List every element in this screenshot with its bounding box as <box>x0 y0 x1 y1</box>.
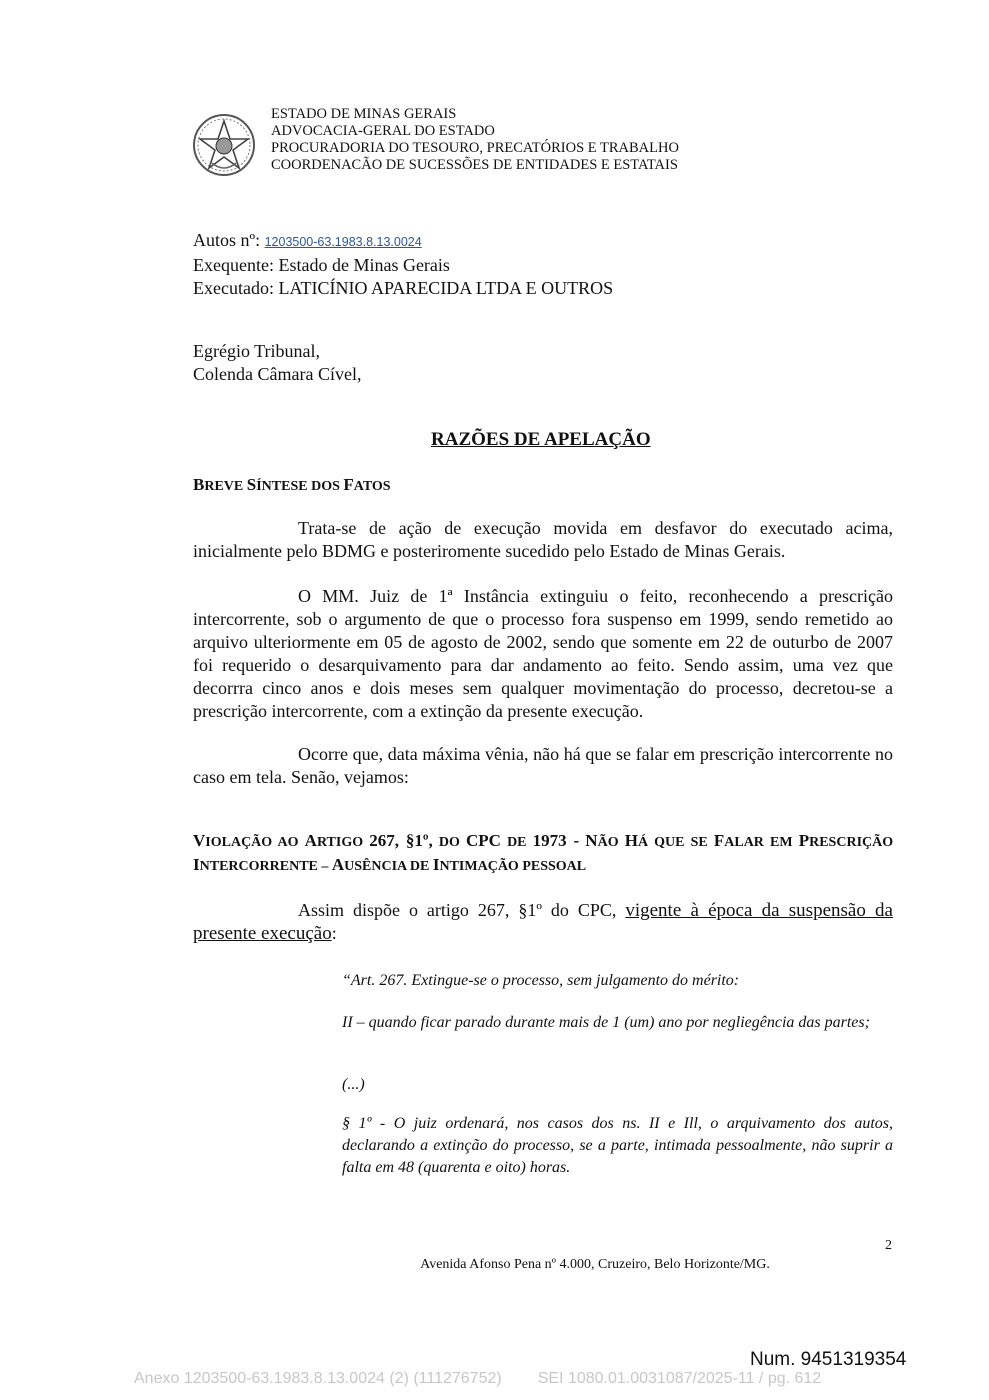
quote-line-2: II – quando ficar parado durante mais de 1 (um) ano por negliegência das partes; <box>342 1014 870 1031</box>
paragraph-2: O MM. Juiz de 1ª Instância extinguiu o feito, reconhecendo a prescrição intercorrente, sob o argumento de que o processo fora suspenso em 1999, sendo remetido ao arquivo ulteriormente em 05 de agosto de 2002, sendo que somente em 22 de outurbo de 2007 foi requerido o desarquivamento para dar andamento ao feito. Sendo assim, uma vez que decorrra cinco anos e dois meses sem qualquer movimentação do processo, decretou-se a prescrição intercorrente, com a extinção da presente execução. <box>193 586 893 721</box>
org-line-coordenacao: COORDENACÃO DE SUCESSÕES DE ENTIDADES E ESTATAIS <box>271 157 678 173</box>
org-line-agency: ADVOCACIA-GERAL DO ESTADO <box>271 123 495 139</box>
quote-line-3: (...) <box>342 1076 365 1093</box>
para4-lead: Assim dispõe o artigo 267, §1º do CPC, <box>298 900 617 920</box>
coat-of-arms-seal-icon <box>192 113 256 177</box>
quote-line-1: “Art. 267. Extingue-se o processo, sem julgamento do mérito: <box>342 972 740 989</box>
case-info <box>193 229 613 300</box>
salutation <box>193 340 361 386</box>
exequente-line: Exequente: Estado de Minas Gerais <box>193 255 450 275</box>
salutation-line-1: Egrégio Tribunal, <box>193 341 321 361</box>
annex-label: Anexo 1203500-63.1983.8.13.0024 (2) (111276752) <box>134 1370 502 1387</box>
annex-footer <box>0 1370 989 1388</box>
organization-header <box>271 106 679 174</box>
salutation-line-2: Colenda Câmara Cível, <box>193 364 362 384</box>
footer-address: Avenida Afonso Pena nº 4.000, Cruzeiro, Belo Horizonte/MG. <box>420 1257 770 1272</box>
page-number: 2 <box>885 1238 892 1253</box>
quote-line-4: § 1º - O juiz ordenará, nos casos dos ns. II e Ill, o arquivamento dos autos, declarando a extinção do processo, se a parte, intimada pessoalmente, não suprir a falta em 48 (quarenta e oito) horas. <box>342 1115 893 1176</box>
paragraph-1: Trata-se de ação de execução movida em desfavor do executado acima, inicialmente pelo BDMG e posteriromente sucedido pelo Estado de Minas Gerais. <box>193 518 893 561</box>
section-heading-violation: VIOLAÇÃO AO ARTIGO 267, §1º, DO CPC DE 1973 - NÃO HÁ QUE SE FALAR EM PRESCRIÇÃO INTERCORRENTE – AUSÊNCIA DE INTIMAÇÃO PESSOAL <box>193 831 894 874</box>
para4-underlined: vigente à época da suspensão da presente execução <box>193 900 893 944</box>
autos-number-link[interactable]: 1203500-63.1983.8.13.0024 <box>264 235 422 249</box>
sei-label: SEI 1080.01.0031087/2025-11 / pg. 612 <box>537 1370 822 1387</box>
autos-label: Autos nº: <box>193 230 261 250</box>
document-number: Num. 9451319354 <box>750 1349 907 1370</box>
document-title: RAZÕES DE APELAÇÃO <box>431 429 651 450</box>
paragraph-4: Assim dispõe o artigo 267, §1º do CPC, vigente à época da suspensão da presente execução: <box>193 900 893 944</box>
autos-line <box>193 229 613 254</box>
org-line-state: ESTADO DE MINAS GERAIS <box>271 106 457 122</box>
paragraph-3: Ocorre que, data máxima vênia, não há que se falar em prescrição intercorrente no caso em tela. Senão, vejamos: <box>193 744 893 787</box>
section-heading-facts: BREVE SÍNTESE DOS FATOS <box>193 475 391 494</box>
executado-line: Executado: LATICÍNIO APARECIDA LTDA E OUTROS <box>193 278 614 298</box>
org-line-procuradoria: PROCURADORIA DO TESOURO, PRECATÓRIOS E TRABALHO <box>271 140 679 156</box>
